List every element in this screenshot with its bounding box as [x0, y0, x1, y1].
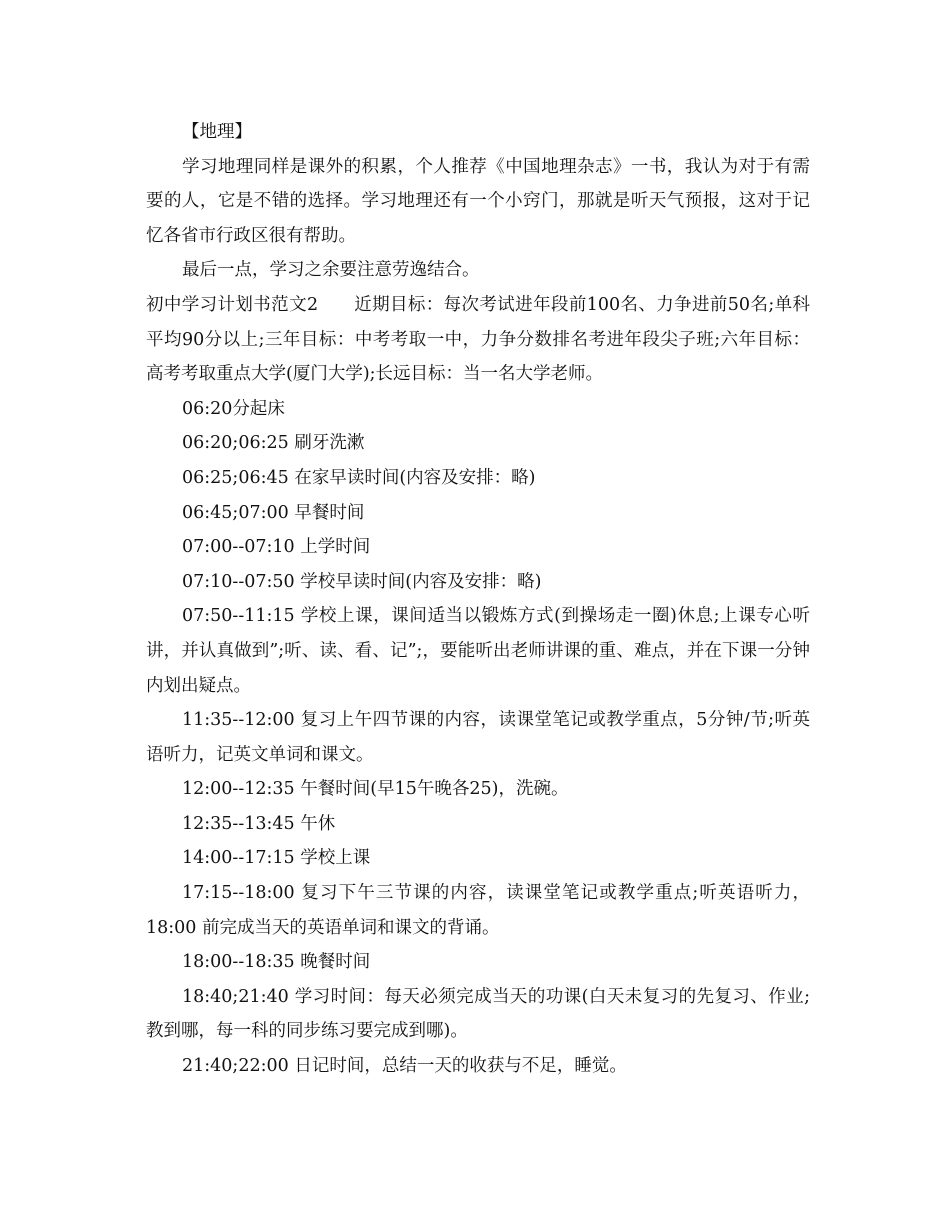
schedule-item: 06:20分起床	[182, 398, 285, 419]
schedule-item: 17:15--18:00 复习下午三节课的内容，读课堂笔记或教学重点;听英语听力，18:00 前完成当天的英语单词和课文的背诵。	[146, 883, 810, 938]
paragraph-rest: 最后一点，学习之余要注意劳逸结合。	[182, 260, 480, 281]
section-heading: 【地理】	[182, 122, 252, 142]
schedule-item: 14:00--17:15 学校上课	[182, 848, 371, 869]
schedule-item: 06:20;06:25 刷牙洗漱	[182, 433, 365, 454]
schedule-item: 07:00--07:10 上学时间	[182, 537, 371, 558]
sample-intro: 初中学习计划书范文2 近期目标：每次考试进年段前100名、力争进前50名;单科平均90分以上;三年目标：中考考取一中，力争分数排名考进年段尖子班;六年目标：高考考取重点大学(厦门大学);长远目标：当一名大学老师。	[146, 294, 810, 385]
document-body	[146, 115, 810, 1084]
schedule-item: 12:00--12:35 午餐时间(早15午晚各25)，洗碗。	[182, 779, 569, 800]
schedule-item: 21:40;22:00 日记时间，总结一天的收获与不足，睡觉。	[182, 1056, 627, 1077]
schedule-item: 07:10--07:50 学校早读时间(内容及安排：略)	[182, 571, 542, 592]
schedule-item: 07:50--11:15 学校上课，课间适当以锻炼方式(到操场走一圈)休息;上课专心听讲，并认真做到”;听、读、看、记”;，要能听出老师讲课的重、难点，并在下课一分钟内划出疑点。	[146, 606, 810, 696]
paragraph-geography: 学习地理同样是课外的积累，个人推荐《中国地理杂志》一书，我认为对于有需要的人，它是不错的选择。学习地理还有一个小窍门，那就是听天气预报，这对于记忆各省市行政区很有帮助。	[146, 156, 810, 246]
schedule-item: 06:45;07:00 早餐时间	[182, 502, 365, 523]
schedule-item: 11:35--12:00 复习上午四节课的内容，读课堂笔记或教学重点，5分钟/节;听英语听力，记英文单词和课文。	[146, 710, 810, 765]
schedule-item: 18:00--18:35 晚餐时间	[182, 952, 371, 973]
schedule-item: 06:25;06:45 在家早读时间(内容及安排：略)	[182, 467, 536, 488]
schedule-item: 18:40;21:40 学习时间：每天必须完成当天的功课(白天未复习的先复习、作业;教到哪，每一科的同步练习要完成到哪)。	[146, 986, 810, 1042]
schedule-item: 12:35--13:45 午休	[182, 813, 336, 834]
